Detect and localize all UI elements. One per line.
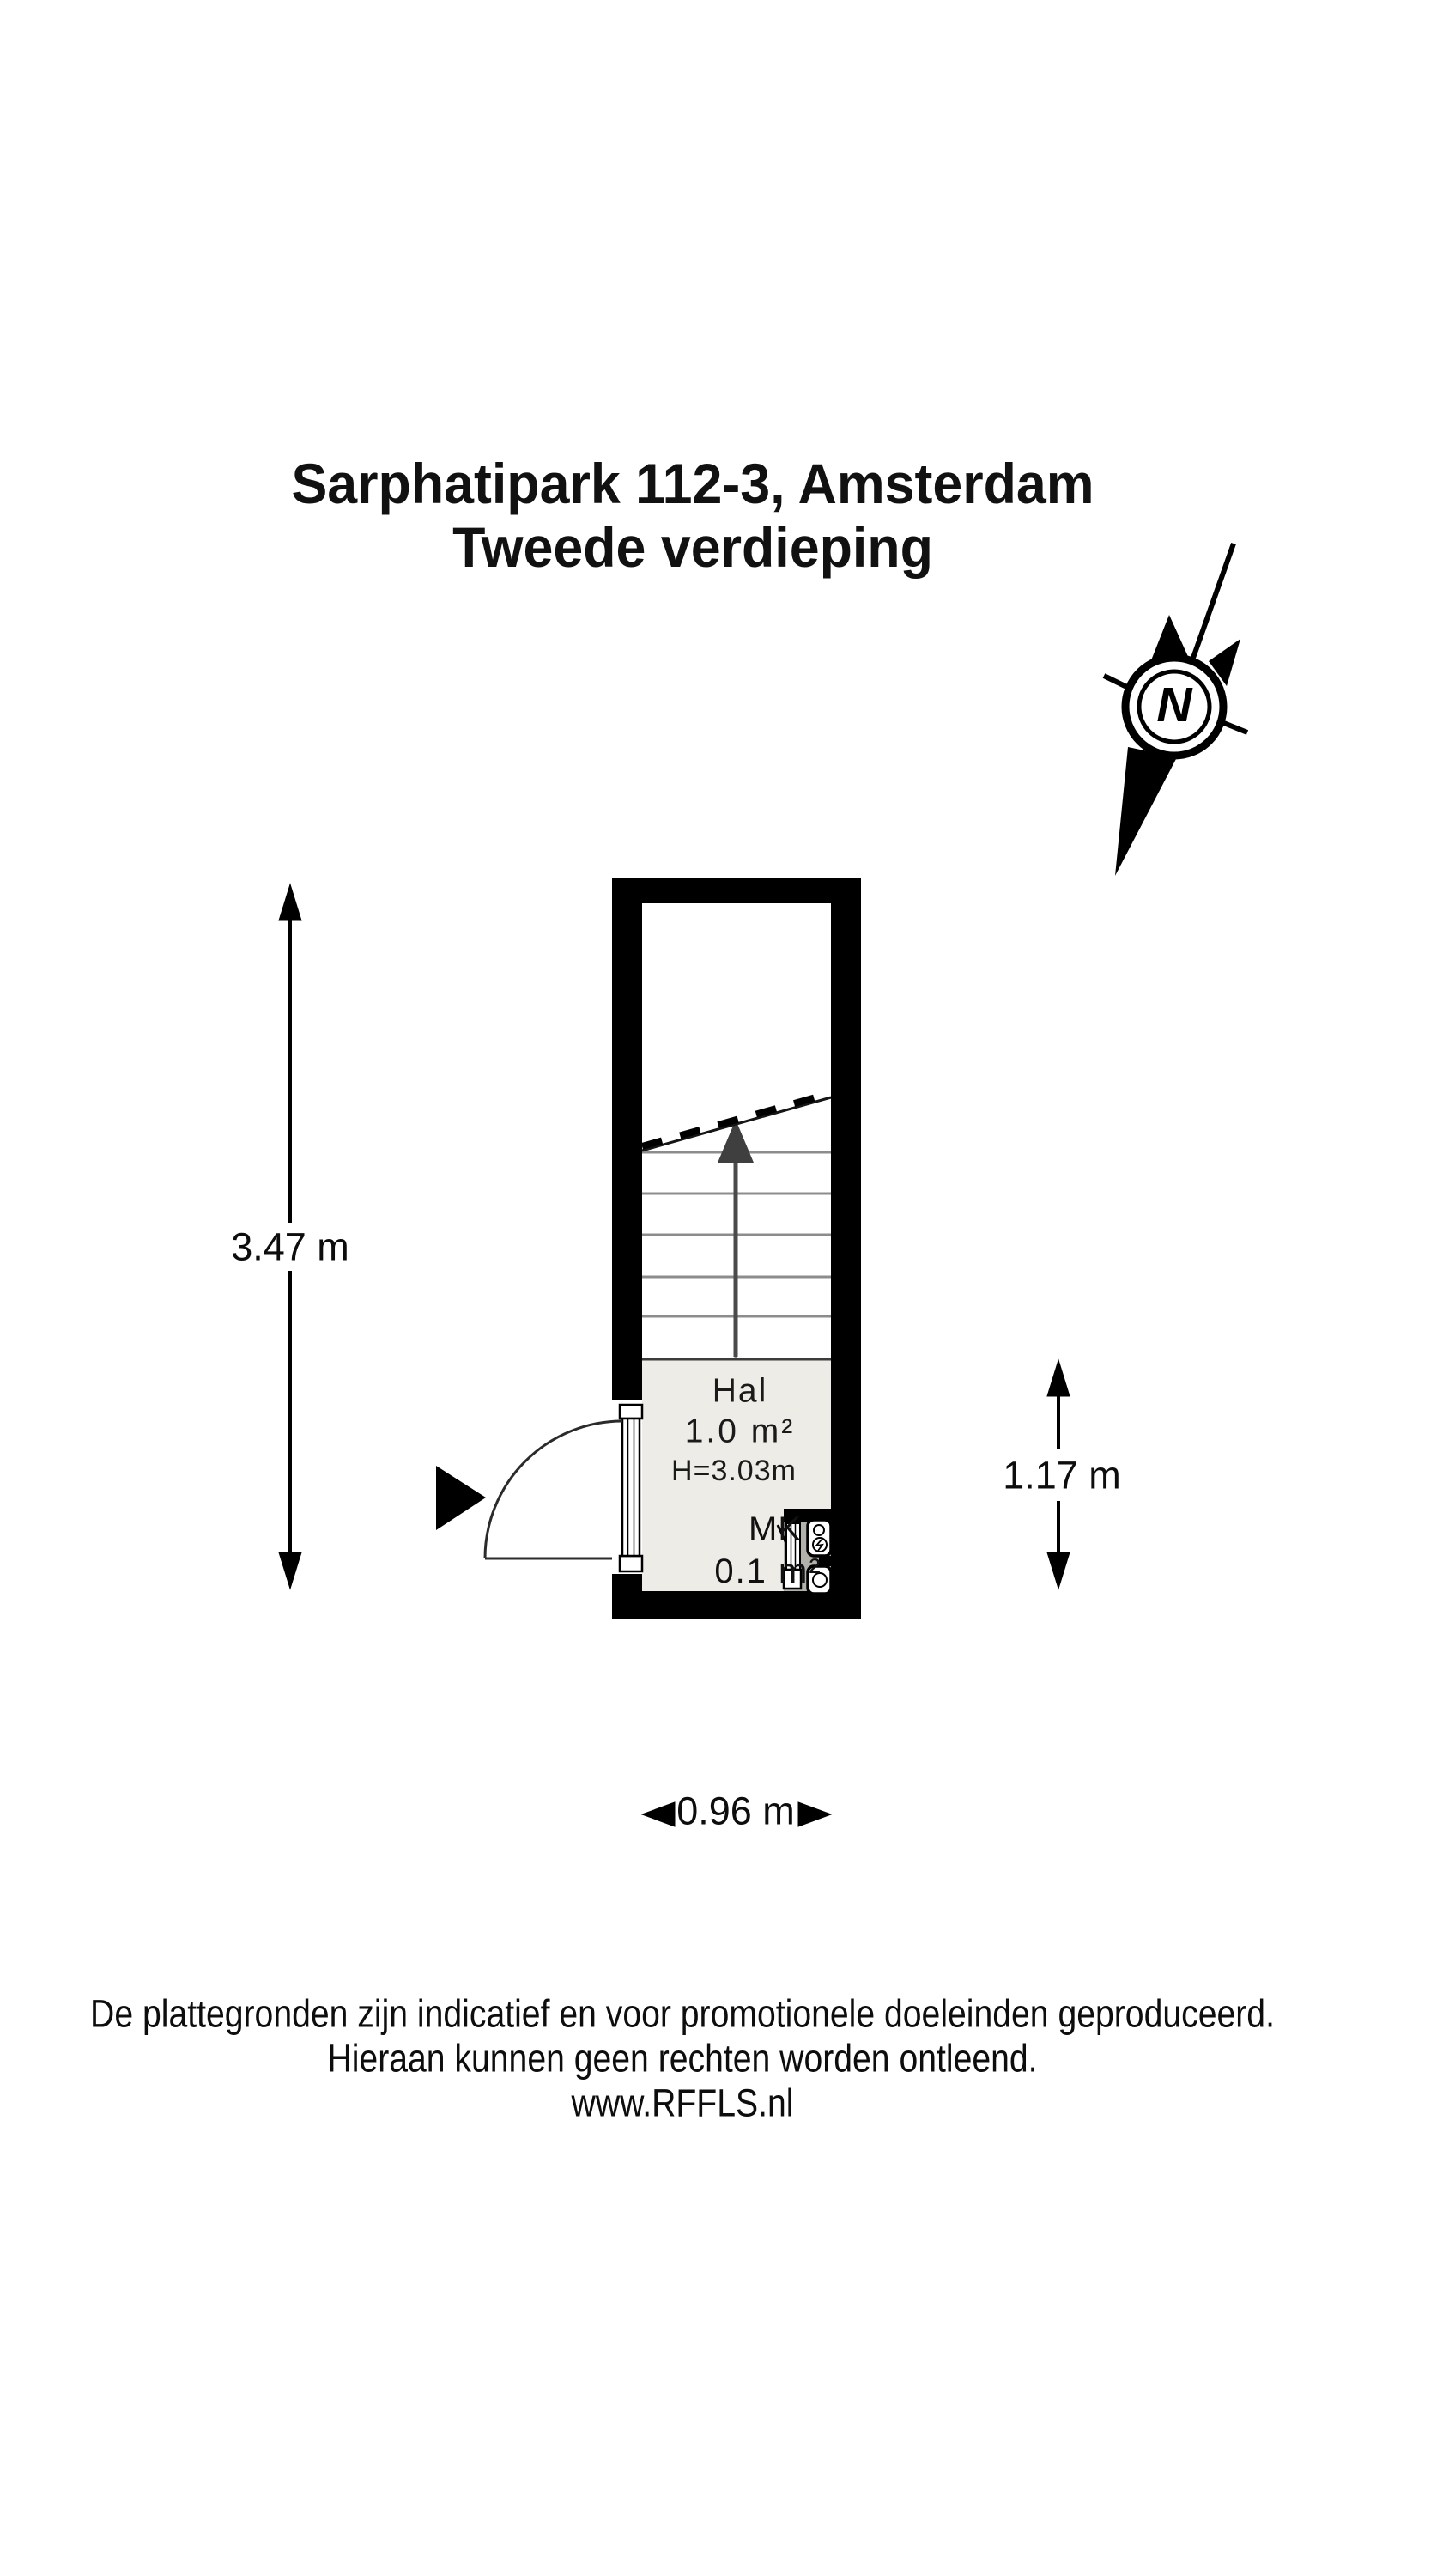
room-hal-area: 1.0 m² [684, 1413, 796, 1450]
page-title-line1: Sarphatipark 112-3, Amsterdam [291, 452, 1094, 515]
door-swing-arc [485, 1421, 622, 1558]
room-mk-area: 0.1 m² [714, 1552, 822, 1590]
entrance-arrow-icon [436, 1466, 486, 1530]
disclaimer-line2: Hieraan kunnen geen rechten worden ontleend. [327, 2036, 1038, 2081]
disclaimer-line1: De plattegronden zijn indicatief en voor promotionele doeleinden geproduceerd. [90, 1991, 1275, 2036]
door-leaf [622, 1419, 640, 1556]
entrance-door [436, 1405, 642, 1571]
dimension-right-height: 1.17 m [1003, 1453, 1121, 1498]
compass-needle [1115, 747, 1177, 876]
wall-left-upper [612, 878, 642, 1400]
dim-right-arrowhead-top [1047, 1360, 1070, 1396]
dim-left-arrowhead-top [279, 884, 301, 920]
compass-north-line [1193, 544, 1234, 658]
website-url: www.RFFLS.nl [571, 2081, 794, 2125]
dimension-left-height: 3.47 m [231, 1224, 349, 1269]
dim-right-arrowhead-bottom [1047, 1552, 1070, 1589]
room-hal-name: Hal [712, 1372, 768, 1410]
room-hal-ceiling-height: H=3.03m [671, 1455, 797, 1487]
door-jamb-top [620, 1405, 642, 1419]
wall-right [831, 878, 861, 1619]
dimension-bottom-width: 0.96 m [676, 1789, 795, 1833]
dim-bottom-arrowhead-right [798, 1802, 831, 1826]
dim-left-arrowhead-bottom [279, 1552, 301, 1589]
room-mk-name: MK [749, 1510, 802, 1548]
compass-top-vane [1151, 615, 1190, 660]
wall-bottom [612, 1591, 861, 1619]
wall-top [612, 878, 861, 903]
page-title-line2: Tweede verdieping [452, 515, 933, 579]
door-jamb-bottom [620, 1556, 642, 1571]
compass-north-label: N [1156, 677, 1192, 733]
dim-bottom-arrowhead-left [642, 1802, 675, 1826]
